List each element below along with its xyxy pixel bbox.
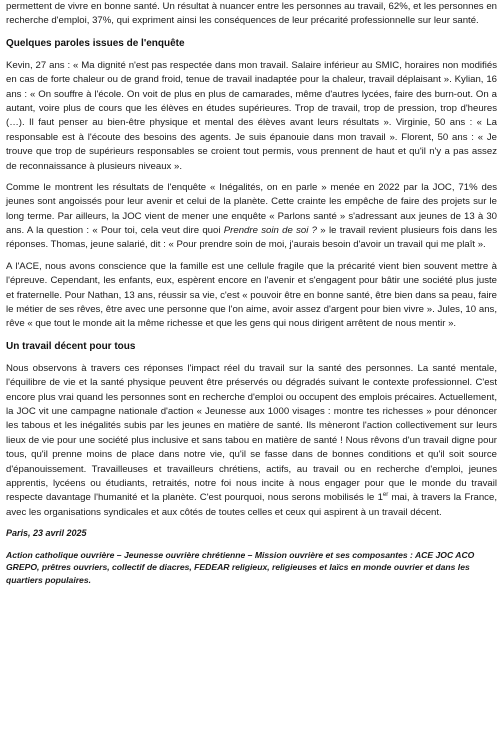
travail-decent-text-end: mai, à travers la France, avec les organisations syndicales et aux côtés de toutes celles et ceux qui aspirent à un travail décent. [6,492,497,518]
travail-decent-paragraph [6,362,497,520]
section-heading-paroles: Quelques paroles issues de l'enquête [6,37,185,49]
travail-decent-text-start: Nous observons à travers ces réponses l'impact réel du travail sur la santé des personnes. La santé mentale, l'équilibre de vie et la santé physique peuvent être préservés ou dégradés suivant le contexte professionnel. C'est encore plus vrai quand les personnes sont en recherche d'emploi ou occupent des emplois précaires. Actuellement, la JOC vit une campagne nationale d'action « Jeunesse aux 1000 visages : montre tes richesses » pour dénoncer les tabous et les inégalités subis par les jeunes en matière de santé. Ils mèneront l'action collectivement sur leurs lieux de vie pour une société plus inclusive et sans tabou en matière de santé ! Nous rêvons d'un travail digne pour tous, qu'il prenne moins de place dans notre vie, qu'il se fasse dans de bonnes conditions et qu'il soit source d'épanouissement. Travailleuses et travailleurs chrétiens, actifs, au travail ou en recherche d'emploi, jeunes apprentis, lycéens ou étudiants, retraités, notre foi nous incite à nous engager pour que le monde du travail respecte davantage l'humanité et la planète. C'est pourquoi, nous serons mobilisés le 1 [6,362,497,504]
quotes-paragraph: Kevin, 27 ans : « Ma dignité n'est pas respectée dans mon travail. Salaire inférieur au SMIC, horaires non modifiés en cas de forte chaleur ou de grand froid, tenue de travail inadaptée pour la chaleur, travail déplaisant ». Kylian, 16 ans : « On souffre à l'école. On voit de plus en plus de camarades, même d'autres lycées, faire des burn-out. On a autant, voire plus de cours que les élèves en études supérieures. Trop de travail, trop de pression, trop d'heures (…). Il faut penser au bien-être physique et mental des élèves avant leurs résultats ». Virginie, 50 ans : « La responsable est à l'écoute des besoins des agents. Je suis épanouie dans mon travail ». Florent, 50 ans : « Je trouve que trop de supérieurs responsables se croient tout permis, vous prennent de haut et qu'il n'y a pas assez de reconnaissance à plusieurs niveaux ». [6,59,497,172]
section-heading-travail-decent: Un travail décent pour tous [6,340,136,352]
signatory-organizations: Action catholique ouvrière – Jeunesse ouvrière chrétienne – Mission ouvrière et ses composantes : ACE JOC ACO GREPO, prêtres ouvriers, collectif de diacres, FEDEAR religieux, religieuses et laïcs en monde ouvrier et dans les quartiers populaires. [6,549,475,585]
ace-paragraph: A l'ACE, nous avons conscience que la famille est une cellule fragile que la précarité vient bien souvent mettre à l'épreuve. Cependant, les enfants, eux, espèrent encore en l'avenir et s'engagent pour bâtir une société plus juste et fraternelle. Pour Nathan, 13 ans, réussir sa vie, c'est « pouvoir être en bonne santé, être bien dans sa peau, faire le métier de ses rêves, être avec une personne que l'on aime, avoir assez d'argent pour bien vivre ». Jules, 10 ans, rêve « que tout le monde ait la même richesse et que les gens qui nous dirigent arrêtent de nous mentir ». [6,260,497,330]
joc-survey-italic-question: Prendre soin de soi ? [223,225,317,237]
joc-survey-text-start: Comme le montrent les résultats de l'enquête « Inégalités, on en parle » menée en 2022 par la JOC, 71% des jeunes sont angoissés pour leur avenir et celui de la planète. Cette crainte les empêche de faire des projets sur le long terme. Par ailleurs, la JOC vient de mener une enquête « Parlons santé » s'adressant aux jeunes de 13 à 30 ans. A la question : « Pour toi, cela veut dire quoi [6,181,497,237]
joc-survey-text-end: » le travail revient plusieurs fois dans les réponses. Thomas, jeune salarié, dit : « Pour prendre soin de moi, j'aurais besoin d'avoir un travail qui me plaît ». [6,225,497,251]
ordinal-superscript: er [382,492,389,499]
joc-survey-paragraph [6,181,497,253]
intro-paragraph: permettent de vivre en bonne santé. Un résultat à nuancer entre les personnes au travail, 62%, et les personnes en recherche d'emploi, 37%, qui expriment ainsi les conséquences de leur précarité professionnelle sur leur santé. [6,1,497,27]
signature-date: Paris, 23 avril 2025 [6,528,87,539]
